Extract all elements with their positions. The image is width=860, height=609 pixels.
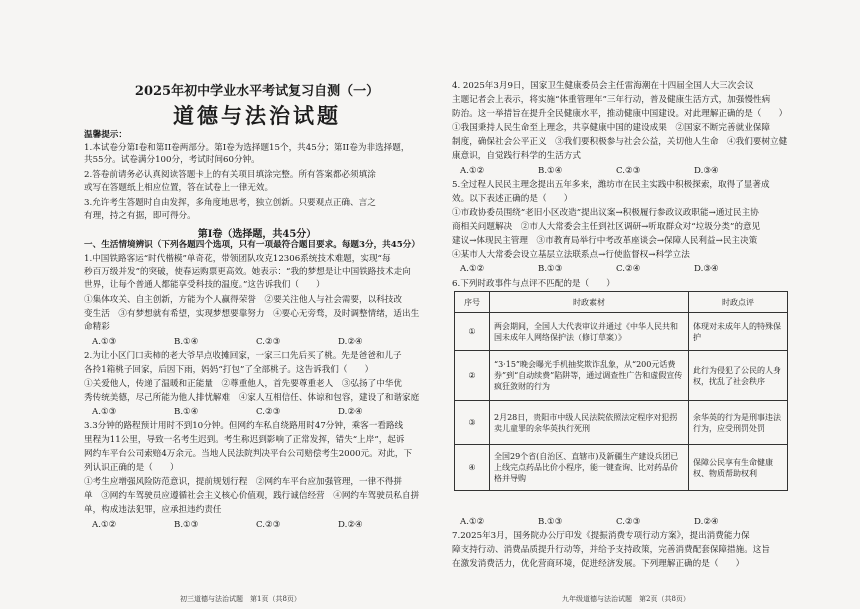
row-number: ③ [455,401,490,445]
current-affairs-table [454,291,788,491]
page-footer: 九年级道德与法治试题 第2页（共8页） [562,595,690,603]
row-number: ① [455,313,490,351]
question-1-line: 变生活 ③有梦想就有希望，实现梦想要靠努力 ④要心无旁骛，及时调整情绪，适出生 [84,309,420,319]
question-5-line: ①市政协委员围绕“老旧小区改造”提出议案→积极履行参政议政职能→通过民主协 [452,208,759,218]
row-number: ④ [455,445,490,491]
notice-line: 有理，持之有据，即可得分。 [84,211,196,221]
table-header-number: 序号 [455,292,490,313]
question-1-option-c: C.②③ [256,337,281,347]
question-1-line: 1.中国铁路客运“时代楷模”单奇花，带领团队攻克12306系统技术难题，实现“每 [84,254,391,264]
question-1-option-a: A.①③ [92,337,117,347]
notice-line: 3.允许考生答题时自由发挥，多角度地思考，独立创新。只要观点正确、言之 [84,198,376,208]
row-material: 两会期间，全国人大代表审议并通过《中华人民共和国未成年人网络保护法（修订草案）》 [490,313,689,351]
exam-title: 2025年初中学业水平考试复习自测（一） [134,84,380,99]
table-header-material: 时政素材 [490,292,689,313]
question-3-line: 里程为11公里，导致一名考生迟到。考生称迟到影响了正常发挥，错失“上岸”，起诉 [84,435,405,445]
table-header-row [455,292,788,313]
page-footer: 初三道德与法治试题 第1页（共8页） [180,595,301,603]
table-row [455,445,788,491]
question-4-line: 主题记者会上表示，将实施“体重管理年”三年行动，普及健康生活方式，加强慢性病 [452,95,771,105]
question-7-line: 在激发消费活力，优化营商环境，促进经济发展。下列理解正确的是（ ） [452,559,745,569]
question-3-line: 单 ③网约车驾驶员应遵循社会主义核心价值观，践行诚信经营 ④网约车驾驶员私自拼 [84,491,420,501]
row-number: ② [455,351,490,401]
question-2-option-b: B.①④ [174,407,199,417]
question-7-line: 7.2025年3月，国务院办公厅印发《提振消费专项行动方案》，提出消费能力保 [452,531,750,541]
question-3-option-a: A.①② [92,520,117,530]
question-3-line: ①考生应增强风险防范意识，提前规划行程 ②网约车平台应加强管理，一律不得拼 [84,477,402,487]
part1-title: 第I卷（选择题，共45分） [197,229,317,240]
question-4-line: ①我国秉持人民生命至上理念，共享健康中国的建设成果 ②国家不断完善就业保障 [452,123,770,133]
row-comment: 保障公民享有生命健康权、物质帮助权利 [689,445,788,491]
question-7-line: 障支持行动、消费品质提升行动等，并给予支持政策，完善消费配套保障措施。这旨 [452,545,770,555]
notice-line: 或写在答题纸上相应位置，答在试卷上一律无效。 [84,183,274,193]
question-4-option-b: B.①④ [538,166,563,176]
question-3-line: 列认识正确的是（ ） [84,463,179,473]
question-4-line: 4. 2025年3月9日，国家卫生健康委员会主任雷海潮在十四届全国人大三次会议 [452,81,754,91]
part1-intro: 一、生活情境辨识（下列各题四个选项，只有一项最符合题目要求。每题3分，共45分） [84,240,420,250]
question-1-option-b: B.①④ [174,337,199,347]
table-row [455,351,788,401]
question-3-option-d: D.②④ [338,520,363,530]
question-1-line: ①集体攻关、自主创新，方能为个人赢得荣誉 ②要关注他人与社会需要，以科技改 [84,295,402,305]
row-material: 全国29个省(自治区、直辖市)及新疆生产建设兵团已上线完点药品比价小程序，能一键查询、比对药品价格并导购 [490,445,689,491]
row-comment: 余华英的行为是刑事违法行为，应受刑罚处罚 [689,401,788,445]
question-4-line: 康意识，自觉践行科学的生活方式 [452,151,581,161]
question-5-line: 建议→体现民主管理 ③市教育局举行中考改革座谈会→保障人民利益→民主决策 [452,236,758,246]
question-5-option-b: B.①③ [538,264,563,274]
notice-line: 1.本试卷分第I卷和第II卷两部分。第I卷为选择题15个，共45分；第II卷为非选择题， [84,143,410,153]
question-5-line: 效。以下表述正确的是（ ） [452,194,573,204]
question-1-option-d: D.②④ [338,337,363,347]
question-3-option-b: B.①③ [174,520,199,530]
question-5-line: 商相关问题解决 ②市人大常委会主任到社区调研→听取群众对“垃圾分类”的意见 [452,222,761,232]
question-1-line: 世界，让每个普通人都能享受科技的温度。”这告诉我们（ ） [84,280,325,290]
row-material: “3·15”晚会曝光手机抽奖欺诈乱象，从“200元话费券”到“自动续费”陷阱等，通过调查性广告和虚假宣传疯狂敛财的行为 [490,351,689,401]
question-3-line: 3.3分钟的路程预计用时不到10分钟。但网约车私自绕路用时47分钟，乘客一看路线 [84,421,404,431]
question-6-option-b: B.①③ [538,517,563,527]
question-4-option-a: A.①② [460,166,485,176]
question-4-line: 防治。这一举措旨在提升全民健康水平，推动健康中国建设。对此理解正确的是（ ） [452,109,788,119]
question-2-line: 2.为让小区门口卖柿的老大爷早点收摊回家，一家三口先后买了桃。先是爸爸和儿子 [84,351,402,361]
question-4-option-c: C.②③ [616,166,641,176]
row-comment: 体现对未成年人的特殊保护 [689,313,788,351]
question-5-line: ④某市人大常委会设立基层立法联系点→行使监督权→科学立法 [452,250,690,260]
table-row [455,313,788,351]
question-6-option-d: D.②④ [694,517,719,527]
question-6-option-a: A.①② [460,517,485,527]
question-4-option-d: D.③④ [694,166,719,176]
row-comment: 此行为侵犯了公民的人身权，扰乱了社会秩序 [689,351,788,401]
question-3-option-c: C.②③ [256,520,281,530]
notice-heading: 温馨提示： [84,130,127,140]
question-5-option-d: D.③④ [694,264,719,274]
table-header-comment: 时政点评 [689,292,788,313]
subject-title: 道德与法治试题 [173,103,341,128]
question-6-option-c: C.②③ [616,517,641,527]
question-2-option-d: D.②④ [338,407,363,417]
question-1-line: 命精彩 [84,322,110,332]
question-3-line: 网约车平台公司索赔4万余元。当地人民法院判决平台公司赔偿考生2000元。对此，下 [84,449,413,459]
notice-line: 2.答卷前请务必认真阅读答题卡上的有关项目填涂完整。所有答案都必须填涂 [84,170,376,180]
notice-line: 共55分。试卷满分100分，考试时间60分钟。 [84,155,260,165]
row-material: 2月28日，贵阳市中级人民法院依照法定程序对犯拐卖儿童罪的余华英执行死刑 [490,401,689,445]
question-2-line: ①关爱他人，传递了温暖和正能量 ②尊重他人，首先要尊重老人 ③弘扬了中华优 [84,379,402,389]
question-2-option-c: C.②③ [256,407,281,417]
question-2-line: 秀传统美德，尽己所能为他人排忧解难 ④家人互相信任、体谅和包容，建设了和谐家庭 [84,393,420,403]
question-3-line: 单，构成违法犯罪，应承担违约责任 [84,505,222,515]
question-5-line: 5.全过程人民民主理念提出五年多来，潍坊市在民主实践中积极探索，取得了显著成 [452,180,770,190]
question-5-option-c: C.②④ [616,264,641,274]
question-2-line: 各拎1箱桃子回家，后因下雨，妈妈“打包”了全部桃子。这告诉我们（ ） [84,365,374,375]
question-5-option-a: A.①② [460,264,485,274]
question-4-line: 制度，确保社会公平正义 ③我们要积极参与社会公益，关切他人生命 ④我们要树立健 [452,137,788,147]
table-row [455,401,788,445]
question-1-line: 秒百万级并发”的突破，使春运购票更高效。她表示：“我的梦想是让中国铁路技术走向 [84,267,411,277]
question-2-option-a: A.①③ [92,407,117,417]
question-6-stem: 6.下列时政事件与点评不匹配的是（ ） [452,279,615,289]
